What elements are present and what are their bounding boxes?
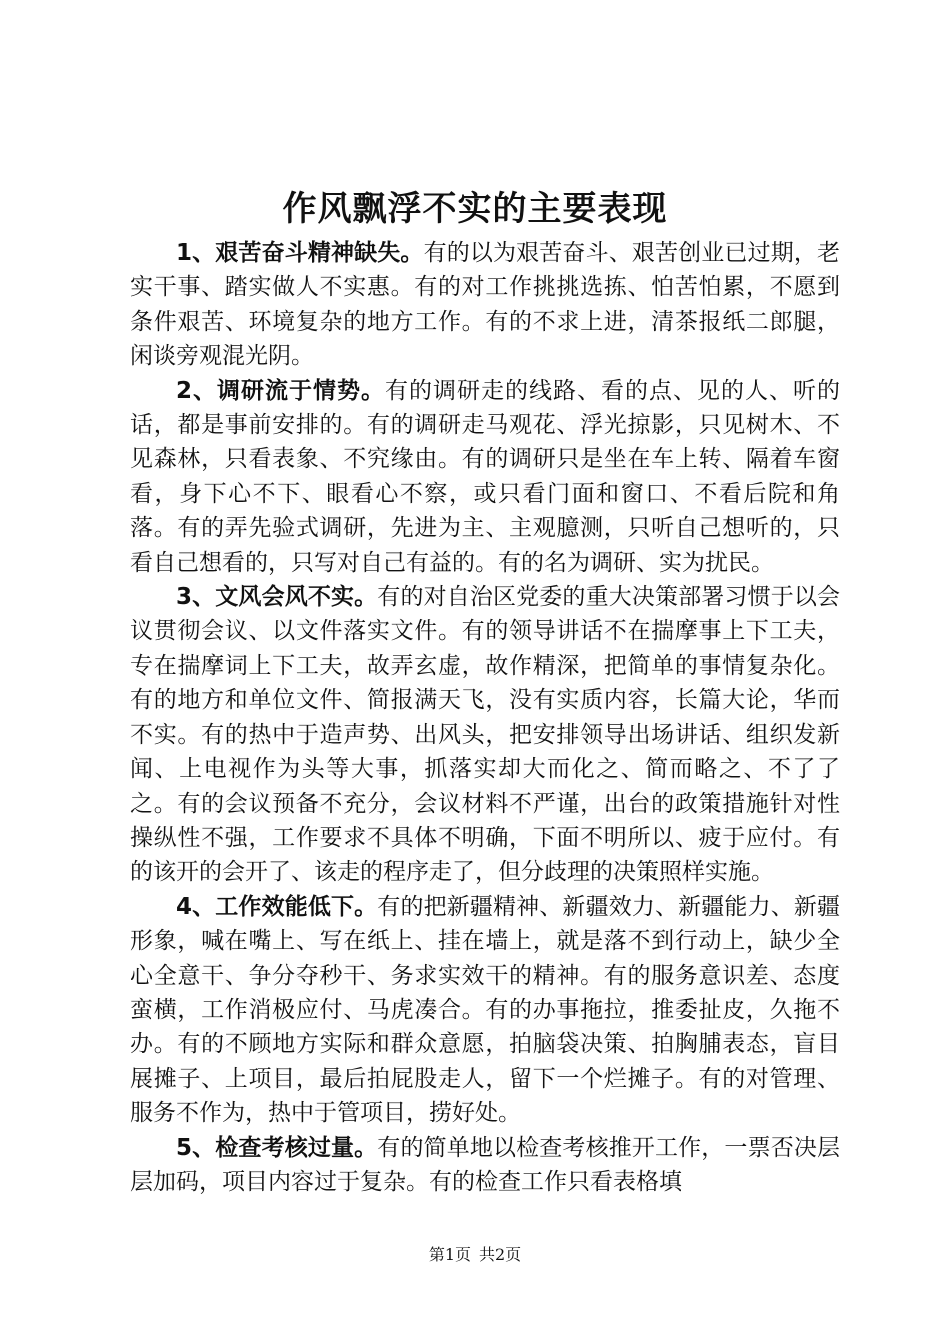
document-title: 作风飘浮不实的主要表现 — [282, 189, 668, 229]
paragraph-4 — [130, 890, 840, 1131]
section-heading-3: 3、文风会风不实。 — [176, 584, 378, 611]
section-text-4: 有的把新疆精神、新疆效力、新疆能力、新疆形象，喊在嘴上、写在纸上、挂在墙上，就是落不到行动上，缺少全心全意干、争分夺秒干、务求实效干的精神。有的服务意识差、态度蛮横，工作消极应付、马虎凑合。有的办事拖拉，推委扯皮，久拖不办。有的不顾地方实际和群众意愿，拍脑袋决策、拍胸脯表态，盲目展摊子、上项目，最后拍屁股走人，留下一个烂摊子。有的对管理、服务不作为，热中于管项目，捞好处。 — [130, 893, 841, 1127]
paragraph-1 — [130, 236, 840, 374]
paragraph-5 — [130, 1131, 840, 1200]
section-text-5: 有的简单地以检查考核推开工作，一票否决层层加码，项目内容过于复杂。有的检查工作只看表格填 — [130, 1134, 841, 1195]
section-text-1: 有的以为艰苦奋斗、艰苦创业已过期，老实干事、踏实做人不实惠。有的对工作挑挑选拣、怕苦怕累，不愿到条件艰苦、环境复杂的地方工作。有的不求上进，清茶报纸二郎腿，闲谈旁观混光阴。 — [130, 240, 840, 370]
section-text-3: 有的对自治区党委的重大决策部署习惯于以会议贯彻会议、以文件落实文件。有的领导讲话不在揣摩事上下工夫，专在揣摩词上下工夫，故弄玄虚，故作精深，把简单的事情复杂化。有的地方和单位文件、简报满天飞，没有实质内容，长篇大论，华而不实。有的热中于造声势、出风头，把安排领导出场讲话、组织发新闻、上电视作为头等大事，抓落实却大而化之、简而略之、不了了之。有的会议预备不充分，会议材料不严谨，出台的政策措施针对性操纵性不强，工作要求不具体不明确，下面不明所以、疲于应付。有的该开的会开了、该走的程序走了，但分歧理的决策照样实施。 — [130, 584, 841, 886]
paragraph-2 — [130, 374, 840, 580]
page-number-current: 第1页 — [428, 1245, 471, 1264]
section-heading-2: 2、调研流于情势。 — [176, 377, 385, 404]
section-heading-1: 1、艰苦奋斗精神缺失。 — [176, 240, 424, 266]
section-text-2: 有的调研走的线路、看的点、见的人、听的话，都是事前安排的。有的调研走马观花、浮光掠影，只见树木、不见森林，只看表象、不究缘由。有的调研只是坐在车上转、隔着车窗看，身下心不下、眼看心不察，或只看门面和窗口、不看后院和角落。有的弄先验式调研，先进为主、主观臆测，只听自己想听的，只看自己想看的，只写对自己有益的。有的名为调研、实为扰民。 — [130, 377, 840, 576]
section-heading-4: 4、工作效能低下。 — [176, 893, 378, 920]
paragraph-3 — [130, 580, 840, 890]
section-heading-5: 5、检查考核过量。 — [176, 1134, 378, 1161]
page-number-total: 共2页 — [479, 1245, 522, 1264]
document-body — [130, 236, 840, 1199]
page-footer — [0, 1244, 950, 1266]
